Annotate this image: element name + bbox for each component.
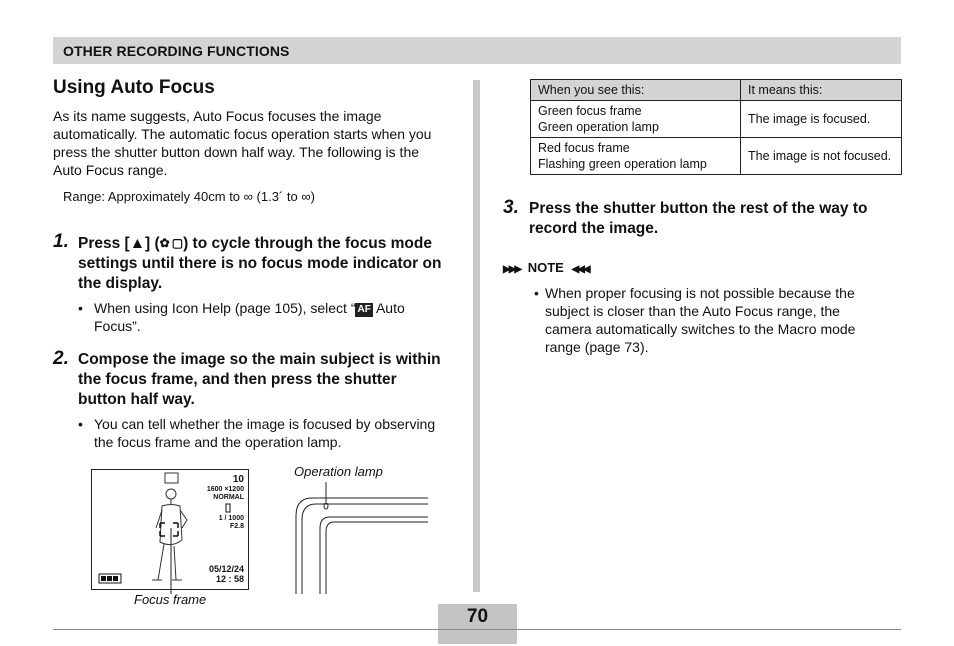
flash-mode-icon: [226, 504, 230, 512]
table-cell-see: Green focus frame Green operation lamp: [531, 101, 741, 138]
image-size: 1600 ×1200: [206, 486, 244, 493]
table-cell-means: The image is focused.: [741, 101, 902, 138]
note-bullet: • When proper focusing is not possible because the subject is closer than the Auto Focus range, the camera automatically switches to the Macro mode range (page 73).: [534, 285, 856, 355]
auto-focus-icon: AF: [357, 304, 371, 315]
shutter-speed: 1 / 1000: [218, 515, 244, 522]
section-header: [53, 37, 901, 64]
step-1-bullet: • When using Icon Help (page 105), select “ AF Auto Focus”.: [78, 300, 405, 334]
manual-focus-icon: ▢: [171, 236, 184, 250]
table-row: [531, 101, 902, 138]
intro-paragraph: As its name suggests, Auto Focus focuses the image automatically. The automatic focus operation starts when you press the shutter button down half way. The following is the Auto Focus range.: [53, 108, 432, 178]
section-title: OTHER RECORDING FUNCTIONS: [63, 43, 290, 59]
step-3-number: 3.: [503, 197, 519, 218]
focus-frame-caption: Focus frame: [134, 592, 207, 607]
step-1-text: Press [▲] (✿ ▢) to cycle through the focus mode settings until there is no focus mode indicator on the display.: [78, 235, 442, 292]
focus-status-table: [530, 79, 902, 175]
step-1-number: 1.: [53, 231, 69, 252]
aperture-value: F2.8: [229, 523, 244, 530]
note-arrows-right-icon: ▶▶▶: [503, 264, 521, 275]
camera-back-illustration: [290, 482, 430, 594]
table-cell-means: The image is not focused.: [741, 138, 902, 175]
page-number-box: [438, 604, 517, 629]
page-number: 70: [466, 606, 489, 627]
table-header-cell: It means this:: [741, 80, 902, 101]
date-display: 05/12/24: [208, 564, 244, 574]
column-divider: [473, 80, 480, 592]
table-cell-see: Red focus frame Flashing green operation lamp: [531, 138, 741, 175]
note-arrows-left-icon: ◀◀◀: [571, 264, 589, 275]
table-row: [531, 138, 902, 175]
page-number-tab: [438, 630, 517, 644]
focus-frame-leader: [165, 528, 177, 596]
focus-range: Range: Approximately 40cm to ∞ (1.3´ to ∞): [63, 189, 315, 204]
step-3-text: Press the shutter button the rest of the way to record the image.: [529, 200, 868, 237]
table-header-cell: When you see this:: [531, 80, 741, 101]
table-header-row: [531, 80, 902, 101]
image-quality: NORMAL: [213, 494, 244, 501]
macro-flower-icon: ✿: [159, 236, 170, 250]
note-heading: ▶▶▶ NOTE ◀◀◀: [503, 260, 589, 275]
step-2-bullet: • You can tell whether the image is focused by observing the focus frame and the operation lamp.: [78, 416, 436, 450]
step-2-number: 2.: [53, 348, 69, 369]
step-2-text: Compose the image so the main subject is within the focus frame, and then press the shutter button half way.: [78, 351, 441, 408]
operation-lamp-caption: Operation lamp: [294, 464, 383, 479]
time-display: 12 : 58: [215, 574, 244, 584]
shots-remaining: 10: [232, 474, 244, 485]
page-title: Using Auto Focus: [53, 77, 215, 98]
